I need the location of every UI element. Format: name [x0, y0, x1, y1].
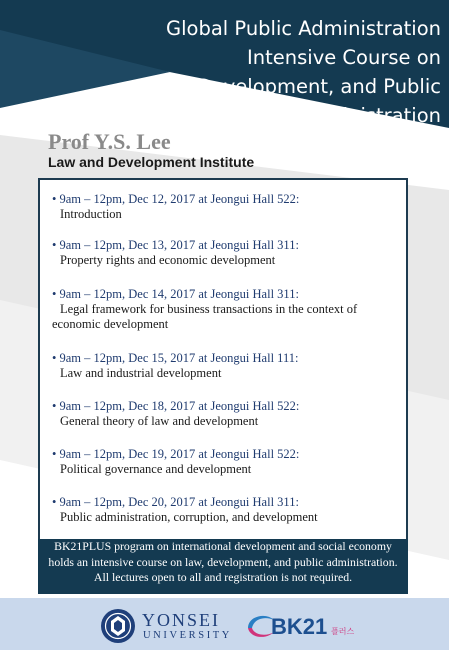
- session-item: [52, 399, 400, 429]
- yonsei-seal-icon: [100, 608, 136, 644]
- bk21-logo-suffix: 플러스: [331, 627, 355, 636]
- session-item: [52, 447, 400, 477]
- course-title: [111, 14, 441, 130]
- session-when: • 9am – 12pm, Dec 18, 2017 at Jeongui Hall 522:: [52, 399, 300, 413]
- session-when: • 9am – 12pm, Dec 20, 2017 at Jeongui Hall 311:: [52, 495, 299, 509]
- session-topic: Introduction: [60, 207, 122, 221]
- logo-band: [0, 598, 449, 650]
- title-line-3: Law, Development, and Public: [145, 75, 441, 98]
- session-item: [52, 238, 400, 268]
- session-topic: General theory of law and development: [60, 414, 259, 428]
- session-topic: Public administration, corruption, and development: [60, 510, 318, 524]
- schedule-panel: [38, 178, 408, 541]
- yonsei-logo-subtext: UNIVERSITY: [143, 630, 232, 641]
- session-item: [52, 287, 400, 332]
- session-item: [52, 495, 400, 525]
- session-topic: Legal framework for business transactions in the context of economic development: [52, 302, 358, 331]
- speaker-institute: Law and Development Institute: [48, 154, 255, 170]
- session-when: • 9am – 12pm, Dec 15, 2017 at Jeongui Hall 111:: [52, 351, 299, 365]
- program-note-text: BK21PLUS program on international development and social economy holds an intensive course on law, development, and public administration. All lectures open to all and registration is not required.: [48, 539, 398, 584]
- yonsei-logo-text: YONSEI: [142, 610, 220, 630]
- bk21-logo-text: BK21: [271, 614, 328, 639]
- session-topic: Law and industrial development: [60, 366, 222, 380]
- session-item: [52, 192, 400, 222]
- session-topic: Property rights and economic development: [60, 253, 276, 267]
- title-line-4: Administration: [298, 104, 441, 127]
- session-item: [52, 351, 400, 381]
- session-topic: Political governance and development: [60, 462, 252, 476]
- title-line-1: Global Public Administration: [166, 17, 441, 40]
- program-note: [38, 539, 408, 594]
- session-when: • 9am – 12pm, Dec 12, 2017 at Jeongui Hall 522:: [52, 192, 300, 206]
- session-when: • 9am – 12pm, Dec 19, 2017 at Jeongui Hall 522:: [52, 447, 300, 461]
- session-when: • 9am – 12pm, Dec 14, 2017 at Jeongui Hall 311:: [52, 287, 299, 301]
- title-line-2: Intensive Course on: [247, 46, 441, 69]
- session-when: • 9am – 12pm, Dec 13, 2017 at Jeongui Hall 311:: [52, 238, 299, 252]
- speaker-name: Prof Y.S. Lee: [48, 129, 171, 154]
